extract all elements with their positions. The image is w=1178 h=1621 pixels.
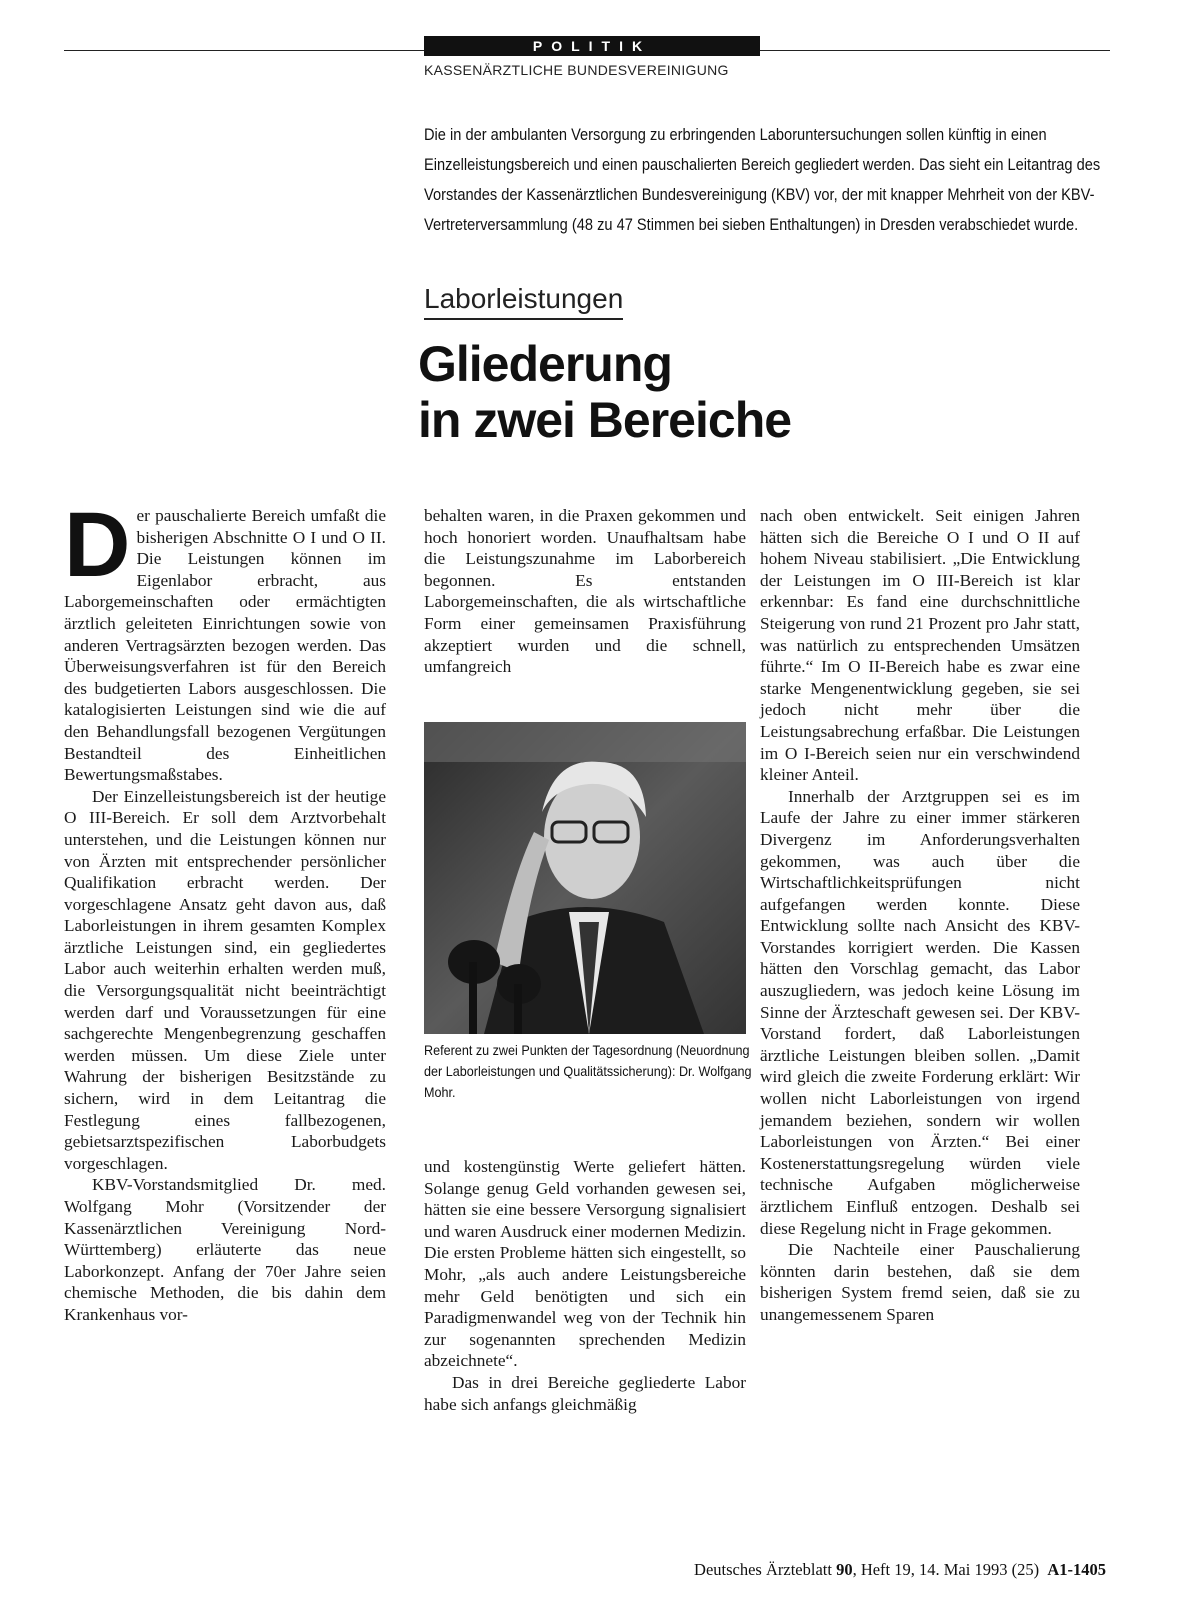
- column-1: [64, 494, 386, 1326]
- paragraph: Das in drei Bereiche gegliederte Labor habe sich anfangs gleichmäßig: [424, 1372, 746, 1414]
- article-headline: [418, 336, 791, 448]
- section-label: POLITIK: [424, 36, 760, 56]
- paragraph: Innerhalb der Arztgruppen sei es im Laufe der Jahre zu einer immer stärkeren Divergenz im Anforderungsverhalten gekommen, was auch über die Wirtschaftlichkeitsprüfungen nicht aufgefangen werden konnte. Diese Entwicklung sollte nach Ansicht des KBV-Vorstandes korrigiert werden. Die Kassen hätten den Vorschlag gemacht, das Labor auszugliedern, was jedoch keine Lösung im Sinne der Ärzteschaft gewesen sei. Der KBV-Vorstand fordert, daß Laborleistungen ärztliche Leistungen bleiben sollen. „Damit wird gleich die zweite Forderung erklärt: Wir wollen nicht Laborleistungen von irgend jemandem beziehen, sondern wir wollen Laborleistungen von Ärzten.“ Bei einer Kostenerstattungsregelung würden viele technische Aufgaben möglicherweise ärztlichem Einfluß entzogen. Deshalb sei diese Regelung nicht in Frage gekommen.: [760, 786, 1080, 1238]
- journal-name: Deutsches Ärzteblatt: [694, 1560, 832, 1579]
- portrait-photo: [424, 722, 746, 1034]
- page-footer: [694, 1560, 1106, 1580]
- issue-info: , Heft 19, 14. Mai 1993 (25): [852, 1560, 1040, 1579]
- headline-line-1: Gliederung: [418, 336, 672, 392]
- column-2-bottom: [424, 1156, 746, 1415]
- volume-number: 90: [836, 1560, 853, 1579]
- article-lead: Die in der ambulanten Versorgung zu erbringenden Laboruntersuchungen sollen künftig in einen Einzelleistungsbereich und einen pauschalierten Bereich gegliedert werden. Das sieht ein Leitantrag des Vorstandes der Kassenärztlichen Bundesvereinigung (KBV) vor, der mit knapper Mehrheit von der KBV-Vertreterversammlung (48 zu 47 Stimmen bei sieben Enthaltungen) in Dresden verabschiedet wurde.: [424, 125, 1101, 234]
- column-3: [760, 505, 1080, 1326]
- header-rule-left: [64, 50, 424, 51]
- page-number: A1-1405: [1047, 1560, 1106, 1579]
- headline-line-2: in zwei Bereiche: [418, 392, 792, 448]
- paragraph-text: er pauschalierte Bereich umfaßt die bisherigen Abschnitte O I und O II. Die Leistungen können im Eigenlabor erbracht, aus Laborgemeinschaften oder ermächtigten ärztlich geleiteten Einrichtungen sowie von anderen Vertragsärzten bezogen werden. Das Überweisungsverfahren ist für den Bereich des budgetierten Labors ausgeschlossen. Die katalogisierten Leistungen sind wie die auf den Behandlungsfall bezogenen Vergütungen Bestandteil des Einheitlichen Bewertungsmaßstabes.: [64, 506, 386, 785]
- paragraph: [64, 494, 386, 786]
- photo-caption: Referent zu zwei Punkten der Tagesordnung (Neuordnung der Laborleistungen und Qualitätssicherung): Dr. Wolfgang Mohr.: [424, 1042, 752, 1100]
- paragraph: Der Einzelleistungsbereich ist der heutige O III-Bereich. Er soll dem Arztvorbehalt unterstehen, und die Leistungen können nur von Ärzten mit entsprechender persönlicher Qualifikation erbracht werden. Der vorgeschlagene Ansatz geht davon aus, daß Laborleistungen in ihrem gesamten Komplex ärztliche Leistungen sind, ein gegliedertes Labor auch weiterhin erhalten werden muß, die Versorgungsqualität nicht beeinträchtigt werden darf und Voraussetzungen für eine sachgerechte Mengenbegrenzung geschaffen werden müssen. Um diese Ziele unter Wahrung der bisherigen Besitzstände zu sichern, wird in dem Leitantrag die Festlegung eines fallbezogenen, gebietsarztspezifischen Laborbudgets vorgeschlagen.: [64, 786, 386, 1173]
- paragraph: und kostengünstig Werte geliefert hätten. Solange genug Geld vorhanden gewesen sei, hätten sie eine bessere Versorgung signalisiert und waren Ausdruck einer modernen Medizin. Die ersten Probleme hätten sich eingestellt, so Mohr, „als auch andere Leistungsbereiche mehr Geld benötigten und sich ein Paradigmenwandel weg von der Technik hin zur sogenannten sprechenden Medizin abzeichnete“.: [424, 1157, 746, 1371]
- paragraph: KBV-Vorstandsmitglied Dr. med. Wolfgang Mohr (Vorsitzender der Kassenärztlichen Vereinigung Nord-Württemberg) erläuterte das neue Laborkonzept. Anfang der 70er Jahre seien chemische Methoden, die bis dahin dem Krankenhaus vor-: [64, 1175, 386, 1324]
- paragraph: behalten waren, in die Praxen gekommen und hoch honoriert worden. Unaufhaltsam habe die Leistungszunahme im Laborbereich begonnen. Es entstanden Laborgemeinschaften, die als wirtschaftliche Form einer gemeinsamen Praxisführung akzeptiert wurden und die schnell, umfangreich: [424, 506, 746, 677]
- header-rule-right: [760, 50, 1110, 51]
- drop-cap: D: [64, 494, 131, 596]
- photo-illustration: [424, 722, 746, 1034]
- column-2-top: [424, 505, 746, 678]
- paragraph: nach oben entwickelt. Seit einigen Jahren hätten sich die Bereiche O I und O II auf hohem Niveau stabilisiert. „Die Entwicklung der Leistungen im O III-Bereich ist klar erkennbar: Es fand eine durchschnittliche Steigerung von rund 21 Prozent pro Jahr statt, was natürlich zu entsprechenden Umsätzen führte.“ Im O II-Bereich habe es zwar eine starke Mengenentwicklung gegeben, sie sei jedoch nicht mehr über die Leistungsabrechung erfaßbar. Die Leistungen im O I-Bereich seien nur ein verschwindend kleiner Anteil.: [760, 506, 1080, 785]
- paragraph: Die Nachteile einer Pauschalierung könnten darin bestehen, daß sie dem bisherigen System fremd seien, daß sie zu unangemessenem Sparen: [760, 1240, 1080, 1324]
- subsection-label: KASSENÄRZTLICHE BUNDESVEREINIGUNG: [424, 62, 729, 78]
- article-kicker: Laborleistungen: [424, 282, 623, 320]
